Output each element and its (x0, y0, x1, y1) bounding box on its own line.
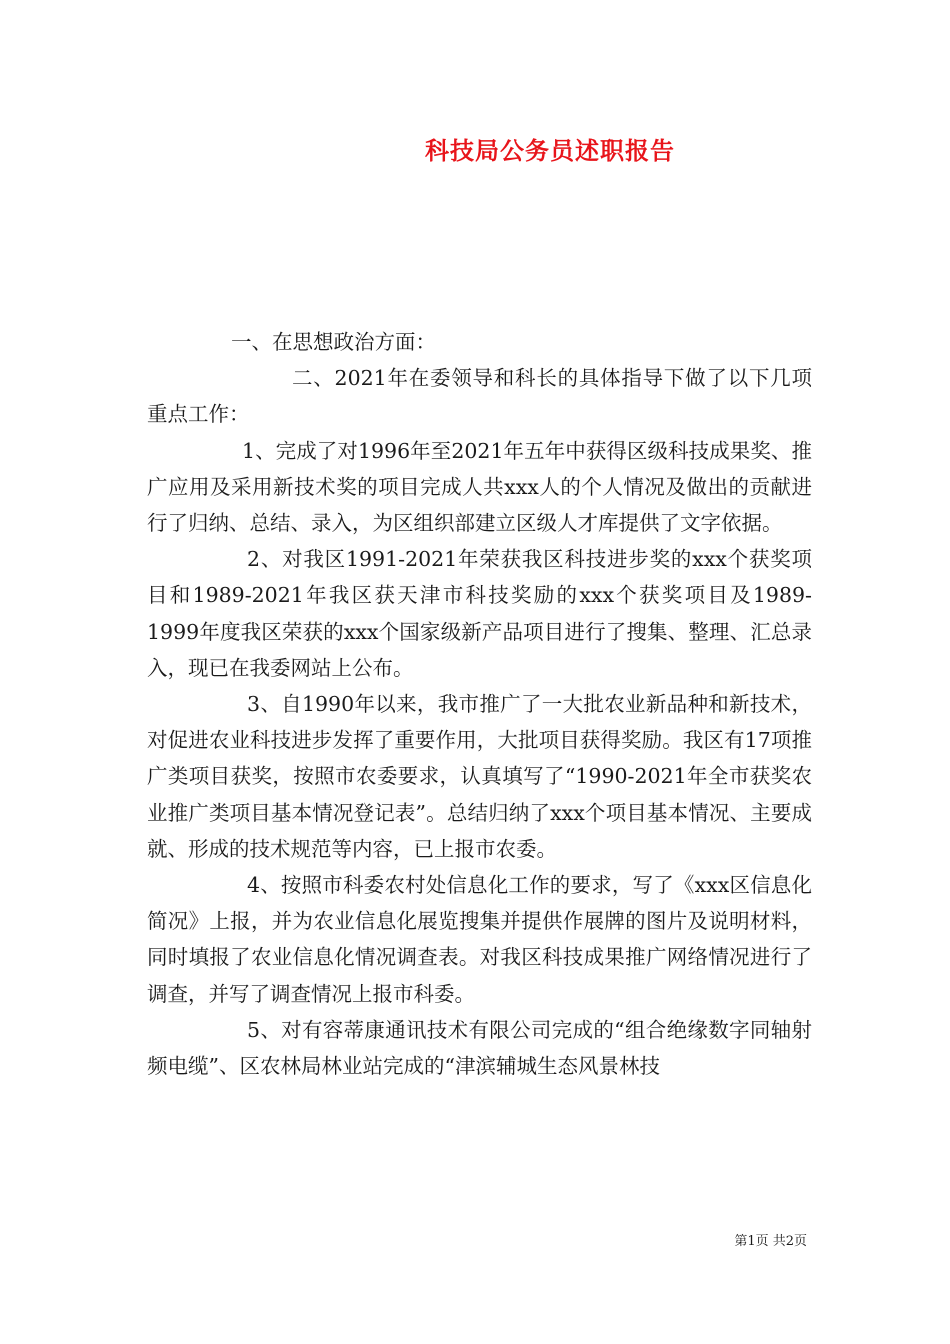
work-item-4: 4、按照市科委农村处信息化工作的要求，写了《xxx区信息化简况》上报，并为农业信息化展览搜集并提供作展牌的图片及说明材料，同时填报了农业信息化情况调查表。对我区科技成果推广网络情况进行了调查，并写了调查情况上报市科委。 (147, 873, 812, 1006)
work-item-5: 5、对有容蒂康通讯技术有限公司完成的“组合绝缘数字同轴射频电缆”、区农林局林业站完成的“津滨辅城生态风景林技 (147, 1017, 812, 1079)
document-body (147, 324, 812, 1084)
section-heading-work: 二、2021年在委领导和科长的具体指导下做了以下几项重点工作： (147, 366, 812, 427)
work-item-3: 3、自1990年以来，我市推广了一大批农业新品种和新技术，对促进农业科技进步发挥了重要作用，大批项目获得奖励。我区有17项推广类项目获奖，按照市农委要求，认真填写了“1990-2021年全市获奖农业推广类项目基本情况登记表”。总结归纳了xxx个项目基本情况、主要成就、形成的技术规范等内容，已上报市农委。 (147, 692, 812, 861)
work-item-1: 1、完成了对1996年至2021年五年中获得区级科技成果奖、推广应用及采用新技术奖的项目完成人共xxx人的个人情况及做出的贡献进行了归纳、总结、录入，为区组织部建立区级人才库提供了文字依据。 (147, 438, 812, 536)
page-number-footer: 第1页 共2页 (734, 1234, 807, 1249)
section-heading-political: 一、在思想政治方面： (231, 330, 436, 354)
document-title: 科技局公务员述职报告 (425, 136, 675, 165)
work-item-2: 2、对我区1991-2021年荣获我区科技进步奖的xxx个获奖项目和1989-2021年我区获天津市科技奖励的xxx个获奖项目及1989-1999年度我区荣获的xxx个国家级新产品项目进行了搜集、整理、汇总录入，现已在我委网站上公布。 (147, 547, 812, 680)
